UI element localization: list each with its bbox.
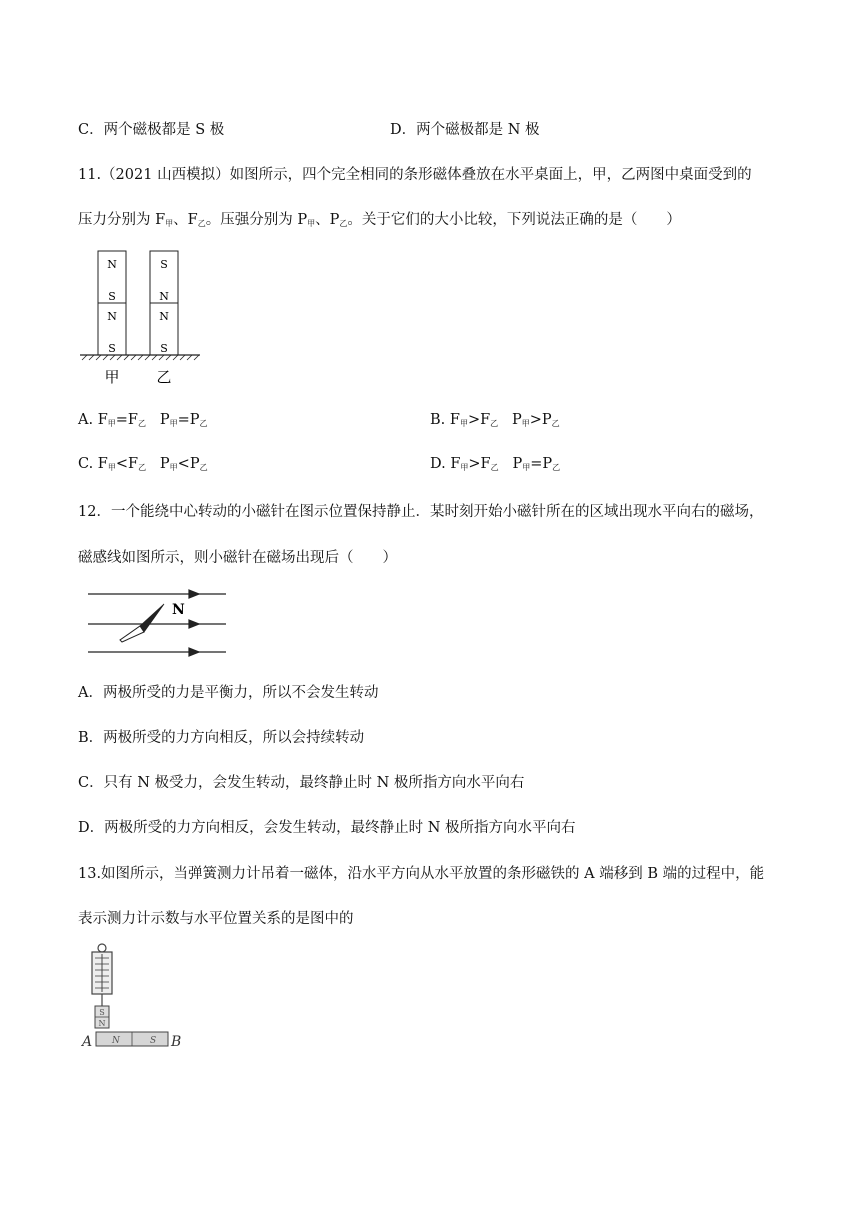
q11-left-pole-2: S (108, 290, 116, 303)
q13-hanging-magnet-bottom-pole: N (98, 1019, 106, 1028)
q12-needle-n-label: N (172, 602, 185, 618)
q12-compass-field-figure (86, 582, 236, 662)
q11-right-pole-4: S (160, 342, 168, 355)
q11-left-pole-3: N (107, 310, 117, 323)
q11-right-pole-2: N (159, 290, 169, 303)
q11-stem-line1: 11.（2021 山西模拟）如图所示，四个完全相同的条形磁体叠放在水平桌面上，甲，乙两图中桌面受到的 (78, 167, 752, 183)
q12-option-d: D．两极所受的力方向相反，会发生转动，最终静止时 N 极所指方向水平向右 (78, 820, 576, 836)
q11-option-c: C. $F_甲<F_乙$ $P_甲<P_乙$ (78, 456, 208, 472)
q12-option-c: C．只有 N 极受力，会发生转动，最终静止时 N 极所指方向水平向右 (78, 775, 525, 791)
q12-stem-line1: 12．一个能绕中心转动的小磁针在图示位置保持静止．某时刻开始小磁针所在的区域出现水平向右的磁场， (78, 504, 764, 520)
q11-label-jia: 甲 (104, 368, 120, 386)
q13-end-a-label: A (82, 1034, 93, 1050)
q11-left-pole-4: S (108, 342, 116, 355)
q10-option-c: C．两个磁极都是 S 极 (78, 122, 225, 138)
q11-right-pole-3: N (159, 310, 169, 323)
q13-stem-line2: 表示测力计示数与水平位置关系的是图中的 (78, 911, 354, 927)
q11-option-a: A. $F_甲=F_乙$ $P_甲=P_乙$ (78, 412, 208, 428)
q12-option-b: B．两极所受的力方向相反，所以会持续转动 (78, 730, 365, 746)
q11-label-yi: 乙 (156, 368, 172, 386)
q11-right-pole-1: S (160, 258, 168, 271)
q13-bar-magnet-s: S (150, 1036, 157, 1046)
q11-option-d: D. $F_甲>F_乙$ $P_甲=P_乙$ (430, 456, 561, 472)
q11-stacked-magnets-figure (78, 248, 208, 388)
q11-stem-line2: 压力分别为 $F_甲$、$F_乙$。压强分别为 $P_甲$、$P_乙$。关于它们的大小比较，下列说法正确的是（ ） (78, 212, 681, 228)
q12-stem-line2: 磁感线如图所示，则小磁针在磁场出现后（ ） (78, 550, 397, 566)
q10-option-d: D．两个磁极都是 N 极 (390, 122, 540, 138)
q12-option-a: A．两极所受的力是平衡力，所以不会发生转动 (78, 685, 379, 701)
q11-option-b: B. $F_甲>F_乙$ $P_甲>P_乙$ (430, 412, 560, 428)
q13-bar-magnet-n: N (112, 1036, 120, 1046)
q13-end-b-label: B (171, 1034, 182, 1050)
q13-spring-scale-figure (78, 940, 188, 1055)
q13-stem-line1: 13.如图所示，当弹簧测力计吊着一磁体，沿水平方向从水平放置的条形磁铁的 A 端移到 B 端的过程中，能 (78, 866, 765, 882)
q11-left-pole-1: N (107, 258, 117, 271)
q13-hanging-magnet-top-pole: S (99, 1008, 105, 1017)
